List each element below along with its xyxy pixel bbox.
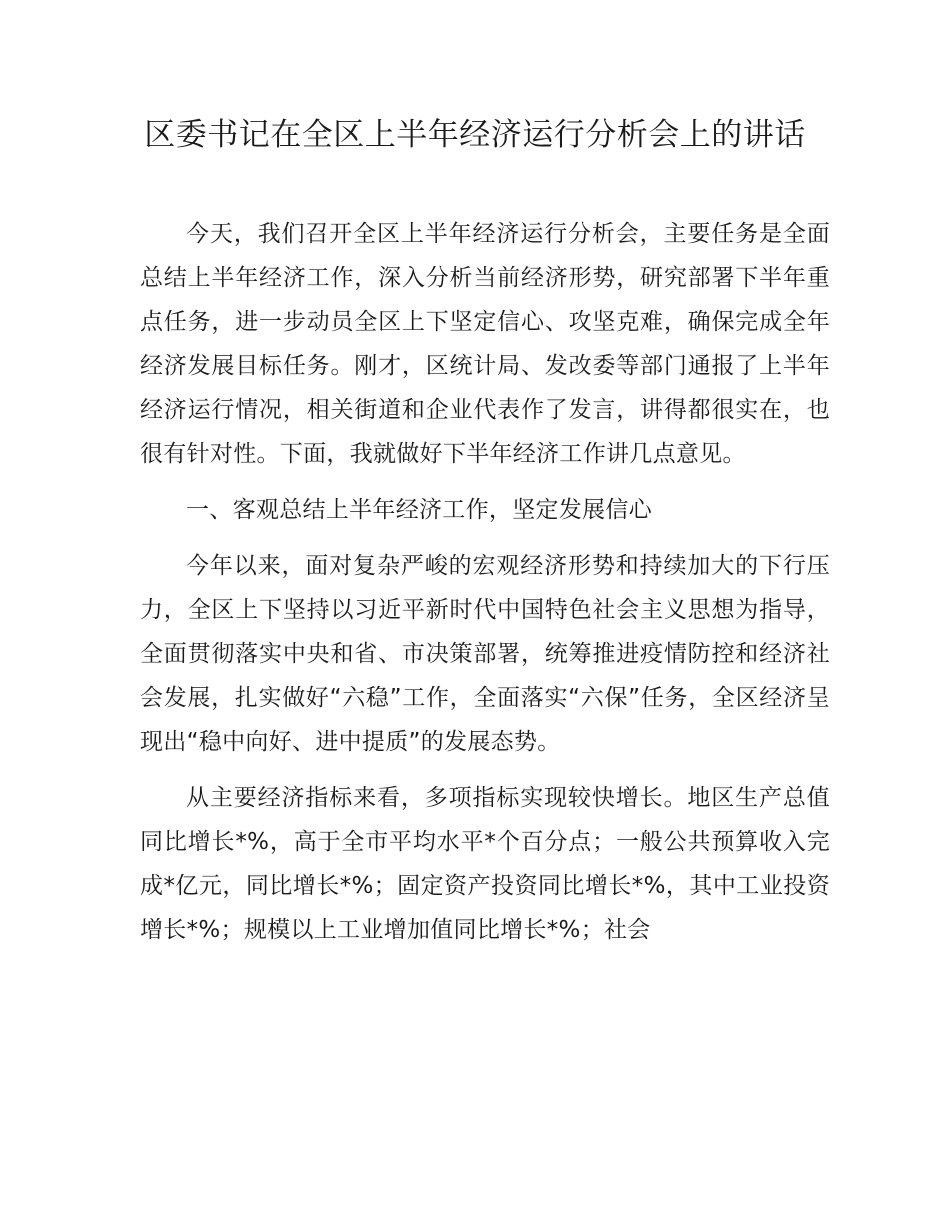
document-body	[140, 212, 830, 964]
paragraph-intro: 今天，我们召开全区上半年经济运行分析会，主要任务是全面总结上半年经济工作，深入分析当前经济形势，研究部署下半年重点任务，进一步动员全区上下坚定信心、攻坚克难，确保完成全年经济发展目标任务。刚才，区统计局、发改委等部门通报了上半年经济运行情况，相关街道和企业代表作了发言，讲得都很实在，也很有针对性。下面，我就做好下半年经济工作讲几点意见。	[140, 221, 830, 467]
section-heading-1: 一、客观总结上半年经济工作，坚定发展信心	[186, 497, 652, 523]
paragraph-overview: 今年以来，面对复杂严峻的宏观经济形势和持续加大的下行压力，全区上下坚持以习近平新时代中国特色社会主义思想为指导，全面贯彻落实中央和省、市决策部署，统筹推进疫情防控和经济社会发展，扎实做好“六稳”工作，全面落实“六保”任务，全区经济呈现出“稳中向好、进中提质”的发展态势。	[140, 553, 830, 755]
document-title: 区委书记在全区上半年经济运行分析会上的讲话	[144, 117, 806, 153]
paragraph-indicators: 从主要经济指标来看，多项指标实现较快增长。地区生产总值同比增长*%，高于全市平均水平*个百分点；一般公共预算收入完成*亿元，同比增长*%；固定资产投资同比增长*%，其中工业投资增长*%；规模以上工业增加值同比增长*%；社会	[140, 785, 830, 943]
